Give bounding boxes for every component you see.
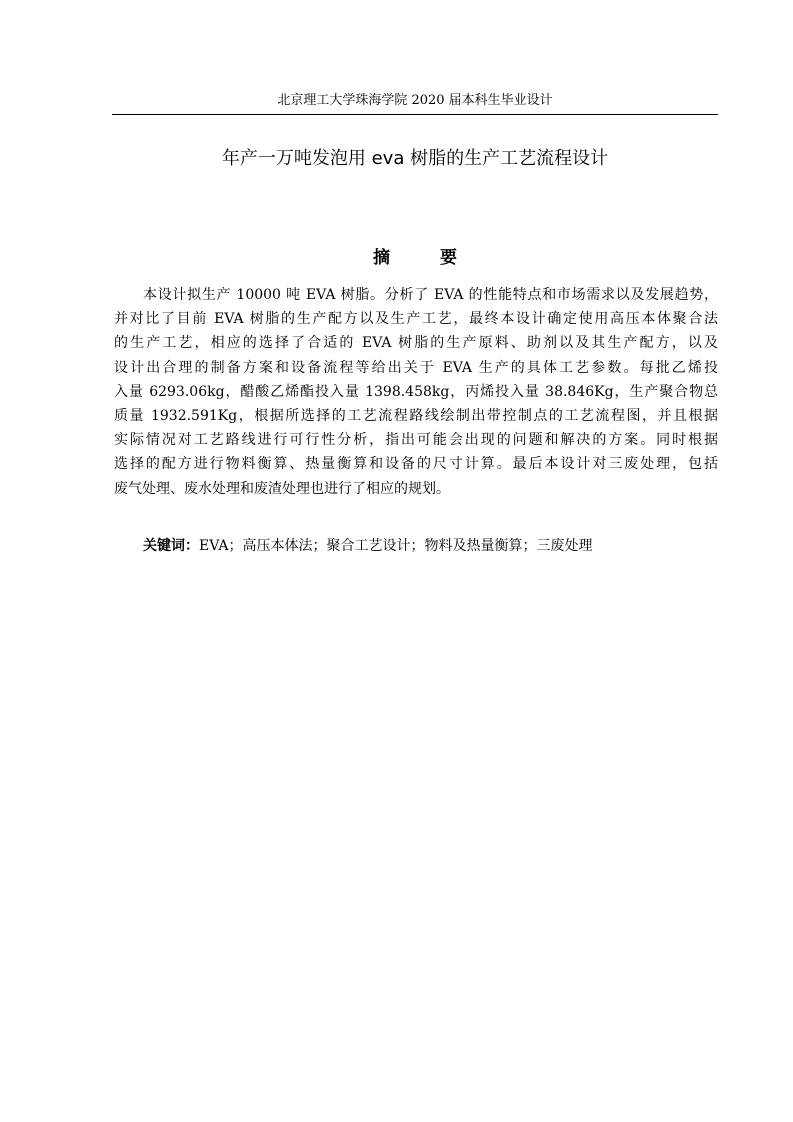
- header-divider: [112, 114, 718, 115]
- abstract-line: 质量 1932.591Kg，根据所选择的工艺流程路线绘制出带控制点的工艺流程图，并且根据: [114, 407, 718, 424]
- keywords-text: EVA；高压本体法；聚合工艺设计；物料及热量衡算；三废处理: [199, 538, 593, 554]
- keywords-label: 关键词：: [143, 538, 199, 554]
- keywords: [143, 536, 593, 556]
- abstract-line: 的生产工艺，相应的选择了合适的 EVA 树脂的生产原料、助剂以及其生产配方，以及: [114, 335, 718, 352]
- abstract-line: 入量 6293.06kg，醋酸乙烯酯投入量 1398.458kg，丙烯投入量 38.846Kg，生产聚合物总: [114, 383, 718, 400]
- abstract-line: 设计出合理的制备方案和设备流程等给出关于 EVA 生产的具体工艺参数。每批乙烯投: [114, 359, 718, 376]
- running-header: 北京理工大学珠海学院 2020 届本科生毕业设计: [277, 93, 553, 108]
- abstract-line: 废气处理、废水处理和废渣处理也进行了相应的规划。: [114, 480, 450, 497]
- abstract-body: [114, 283, 718, 501]
- abstract-line: 实际情况对工艺路线进行可行性分析，指出可能会出现的问题和解决的方案。同时根据: [114, 432, 718, 449]
- abstract-line: 并对比了目前 EVA 树脂的生产配方以及生产工艺，最终本设计确定使用高压本体聚合法: [114, 311, 718, 328]
- abstract-heading: 摘 要: [373, 248, 479, 268]
- abstract-line: 选择的配方进行物料衡算、热量衡算和设备的尺寸计算。最后本设计对三废处理，包括: [114, 456, 718, 473]
- thesis-title: 年产一万吨发泡用 eva 树脂的生产工艺流程设计: [221, 148, 609, 169]
- abstract-line: 本设计拟生产 10000 吨 EVA 树脂。分析了 EVA 的性能特点和市场需求以及发展趋势，: [143, 287, 718, 303]
